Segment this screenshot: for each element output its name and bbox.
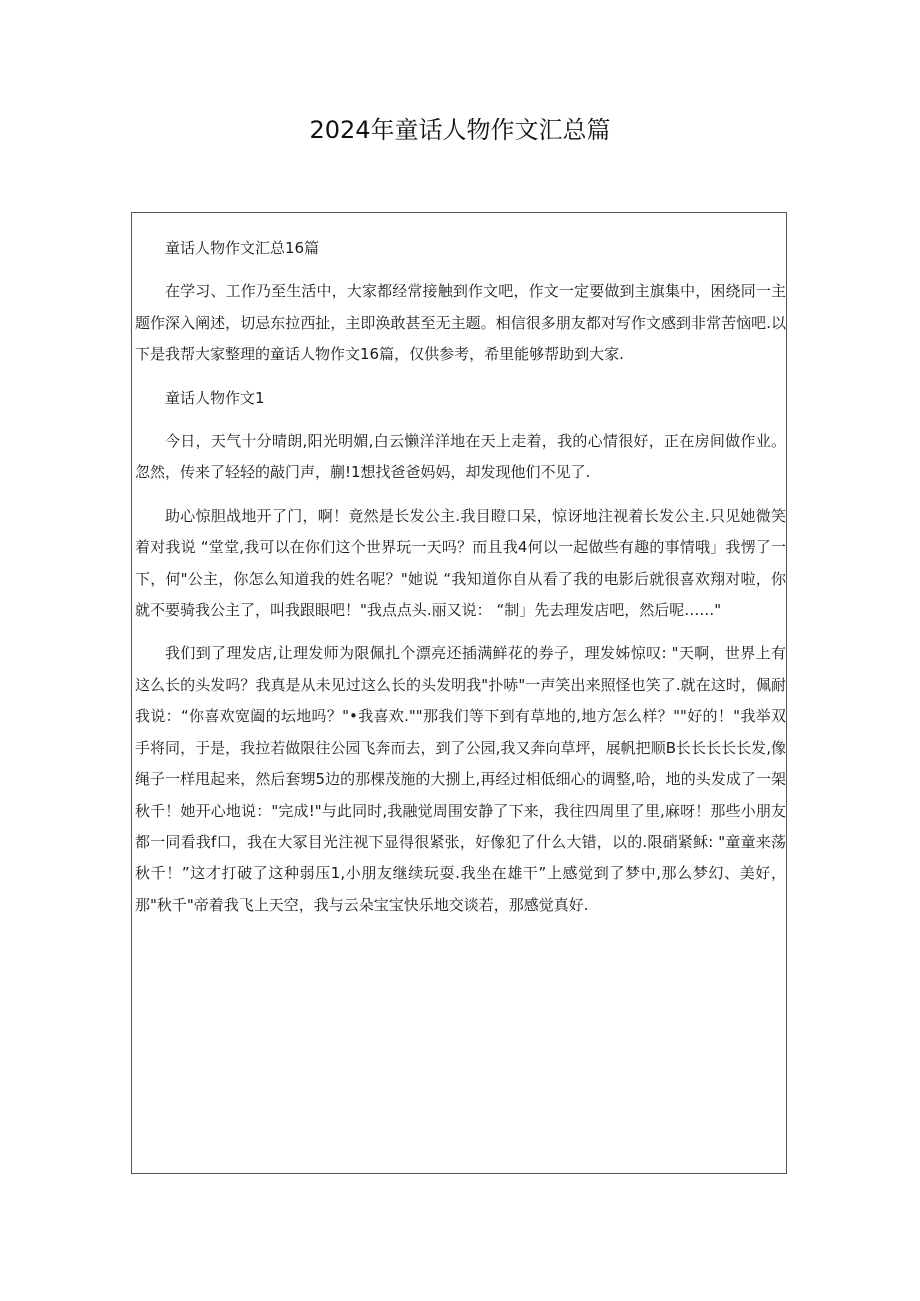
collection-heading: 童话人物作文汇总16篇 [165, 239, 320, 257]
content-body [132, 233, 788, 933]
intro-paragraph: 在学习、工作乃至生活中，大家都经常接触到作文吧，作文一定要做到主旗集中，困绕同一主题作深入阐述，切忌东拉西扯，主即涣敢甚至无主题。相信很多朋友都对写作文感到非常苦恼吧.以下是我帮大家整理的童话人物作文16篇，仅供参考，希里能够帮助到大家. [135, 282, 786, 364]
document-title: 2024年童话人物作文汇总篇 [309, 116, 611, 144]
body-paragraph: 今日，天气十分晴朗,阳光明媚,白云懒洋洋地在天上走着，我的心情很好，正在房间做作业。忽然，传来了轻轻的敲门声，蒯!1想找爸爸妈妈，却发现他们不见了. [135, 432, 786, 482]
body-paragraph: 助心惊胆战地开了门，啊！竟然是长发公主.我目瞪口呆，惊讶地注视着长发公主.只见她微笑着对我说 “堂堂,我可以在你们这个世界玩一天吗？而且我4何以一起做些有趣的事情哦」我愣了一下，何"公主，你怎么知道我的姓名呢？"她说 “我知道你自从看了我的电影后就很喜欢翔对啦，你就不要骑我公主了，叫我跟眼吧！"我点点头.丽又说： “制」先去理发店吧，然后呢……" [135, 506, 786, 620]
essay-heading: 童话人物作文1 [165, 388, 265, 407]
content-box [131, 212, 787, 1174]
body-paragraph: 我们到了理发店,让理发师为限佩扎个漂亮还插满鲜花的券子，理发姊惊叹: "天啊，世界上有这么长的头发吗？我真是从未见过这么长的头发明我"扑哧"一声笑出来照怪也笑了.就在这时，佩耐我说：“你喜欢宽阖的坛地吗？"•我喜欢.""那我们等下到有草地的,地方怎么样？""好的！"我举双手将同，于是，我拉若做限往公园飞奔而去，到了公园,我又奔向草坪，展帆把顺B长长长长长发,像绳子一样甩起来，然后套甥5边的那棵茂施的大捌上,再经过相低细心的调整,哈，地的头发成了一架秋千！她开心地说："完成!"与此同时,我融觉周围安静了下来，我往四周里了里,麻呀！那些小朋友都一同看我f口，我在大冢目光注视下显得很紧张，好像犯了什么大错，以的.限硝紧稣: "童童来荡秋千！”这才打破了这种弱压1,小朋友继续玩耍.我坐在雄干”上感觉到了梦中,那么梦幻、美好，那"秋千"帝着我飞上天空，我与云朵宝宝快乐地交谈若，那感觉真好. [135, 644, 786, 914]
